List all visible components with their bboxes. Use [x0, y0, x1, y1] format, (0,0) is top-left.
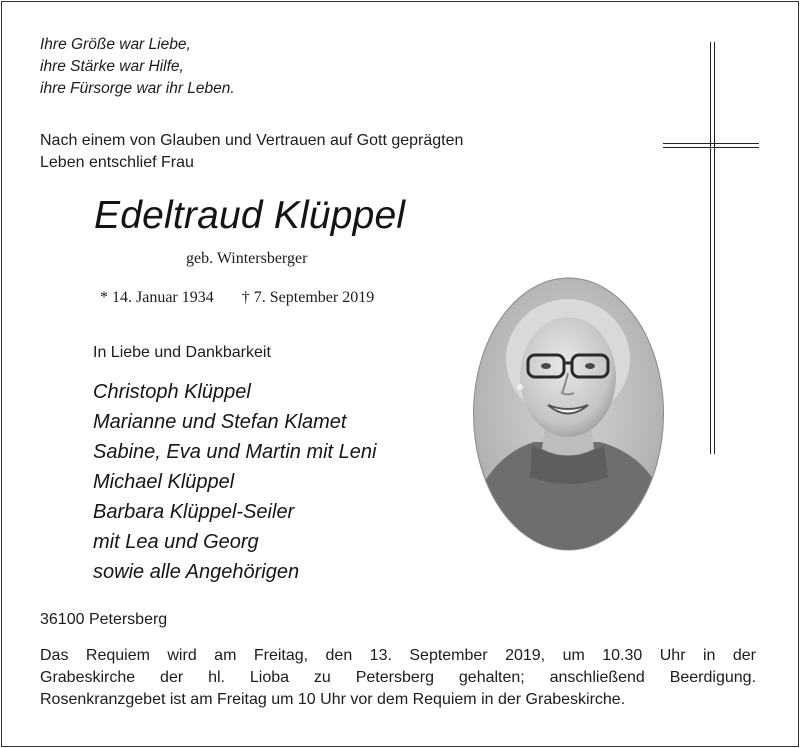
birth-date: * 14. Januar 1934: [100, 289, 214, 306]
mourner-name: Marianne und Stefan Klamet: [93, 411, 347, 433]
intro-line: Leben entschlief Frau: [40, 154, 194, 171]
memorial-quote: [40, 34, 235, 100]
intro-text: [40, 130, 463, 174]
service-line: Grabeskirche der hl. Lioba zu Petersberg gehalten; anschließend Beerdigung.: [40, 669, 756, 686]
mourner-name: sowie alle Angehörigen: [93, 561, 300, 583]
cross-icon-horizontal: [663, 143, 759, 148]
cross-icon-vertical: [710, 42, 715, 454]
mourners-list: [93, 377, 377, 587]
gratitude-line: In Liebe und Dankbarkeit: [93, 344, 271, 361]
portrait-photo: [472, 277, 665, 551]
service-line: Rosenkranzgebet ist am Freitag um 10 Uhr vor dem Requiem in der Grabeskirche.: [40, 691, 626, 708]
mourner-name: Barbara Klüppel-Seiler: [93, 501, 295, 523]
service-details: [40, 645, 756, 711]
maiden-name: geb. Wintersberger: [186, 250, 308, 267]
mourner-name: Christoph Klüppel: [93, 381, 251, 403]
life-dates: [100, 287, 374, 309]
mourner-name: Sabine, Eva und Martin mit Leni: [93, 441, 377, 463]
notice-border: [1, 1, 799, 747]
mourner-name: mit Lea und Georg: [93, 531, 259, 553]
location: 36100 Petersberg: [40, 611, 168, 628]
mourner-name: Michael Klüppel: [93, 471, 235, 493]
quote-line: ihre Fürsorge war ihr Leben.: [40, 80, 235, 97]
deceased-name: Edeltraud Klüppel: [94, 194, 406, 237]
quote-line: Ihre Größe war Liebe,: [40, 36, 191, 53]
death-date: † 7. September 2019: [241, 289, 375, 306]
intro-line: Nach einem von Glauben und Vertrauen auf Gott geprägten: [40, 132, 464, 149]
quote-line: ihre Stärke war Hilfe,: [40, 58, 184, 75]
service-line: Das Requiem wird am Freitag, den 13. September 2019, um 10.30 Uhr in der: [40, 647, 756, 664]
